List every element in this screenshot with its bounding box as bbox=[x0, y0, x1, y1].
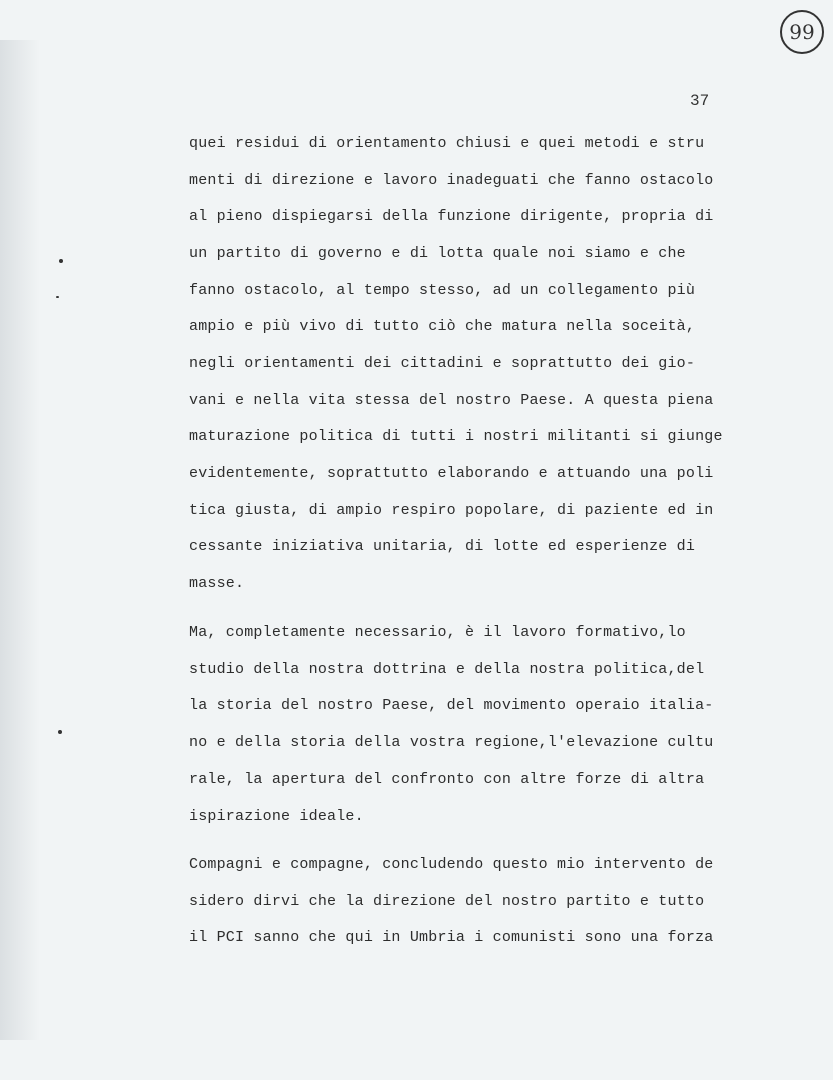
text-line: al pieno dispiegarsi della funzione dirigente, propria di bbox=[189, 208, 714, 225]
text-line: ampio e più vivo di tutto ciò che matura nella soceità, bbox=[189, 318, 696, 335]
text-line: no e della storia della vostra regione,l'elevazione cultu bbox=[189, 734, 714, 751]
text-line: vani e nella vita stessa del nostro Paese. A questa piena bbox=[189, 392, 714, 409]
text-line: ispirazione ideale. bbox=[189, 808, 364, 825]
text-line: fanno ostacolo, al tempo stesso, ad un collegamento più bbox=[189, 282, 696, 299]
text-line: un partito di governo e di lotta quale noi siamo e che bbox=[189, 245, 686, 262]
circled-stamp-mark: 99 bbox=[780, 10, 824, 54]
text-line: quei residui di orientamento chiusi e quei metodi e stru bbox=[189, 135, 705, 152]
left-margin-bleed bbox=[0, 40, 40, 1040]
margin-mark bbox=[59, 259, 63, 263]
text-line: tica giusta, di ampio respiro popolare, di paziente ed in bbox=[189, 502, 714, 519]
text-line: sidero dirvi che la direzione del nostro partito e tutto bbox=[189, 893, 705, 910]
text-line: menti di direzione e lavoro inadeguati che fanno ostacolo bbox=[189, 172, 714, 189]
text-line: Ma, completamente necessario, è il lavoro formativo,lo bbox=[189, 624, 686, 641]
text-line: maturazione politica di tutti i nostri militanti si giunge bbox=[189, 428, 723, 445]
text-line: Compagni e compagne, concludendo questo mio intervento de bbox=[189, 856, 714, 873]
text-line: la storia del nostro Paese, del movimento operaio italia- bbox=[189, 697, 714, 714]
text-line: rale, la apertura del confronto con altre forze di altra bbox=[189, 771, 705, 788]
margin-mark bbox=[58, 730, 62, 734]
text-line: negli orientamenti dei cittadini e soprattutto dei gio- bbox=[189, 355, 696, 372]
text-line: evidentemente, soprattutto elaborando e attuando una poli bbox=[189, 465, 714, 482]
page-number: 37 bbox=[690, 92, 710, 110]
text-line: il PCI sanno che qui in Umbria i comunisti sono una forza bbox=[189, 929, 714, 946]
text-line: masse. bbox=[189, 575, 245, 592]
margin-mark bbox=[56, 296, 59, 298]
text-line: studio della nostra dottrina e della nostra politica,del bbox=[189, 661, 705, 678]
text-line: cessante iniziativa unitaria, di lotte ed esperienze di bbox=[189, 538, 696, 555]
